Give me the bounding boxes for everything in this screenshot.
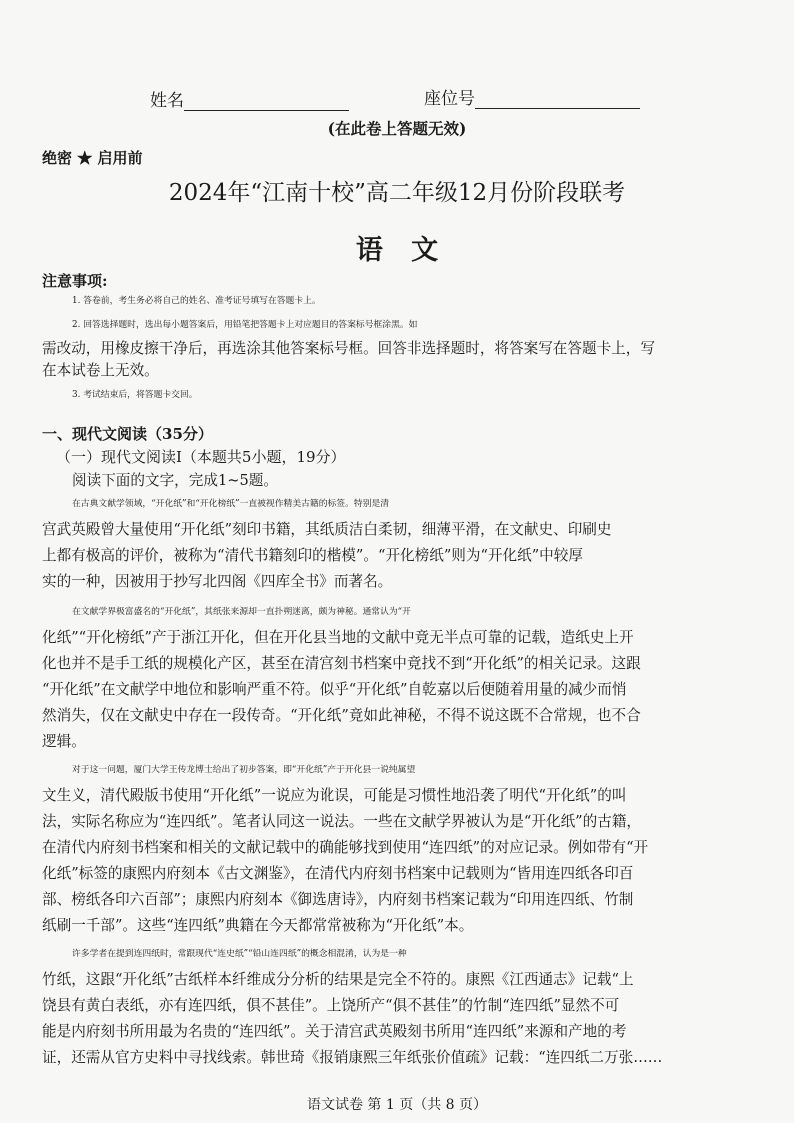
seat-blank <box>475 90 640 109</box>
notice-line: 在本试卷上无效。 <box>42 362 159 379</box>
passage-line: 上都有极高的评价，被称为“清代书籍刻印的楷模”。“开化榜纸”则为“开化纸”中较厚 <box>42 547 583 564</box>
subject-title: 语 文 <box>355 235 439 266</box>
notice-heading: 注意事项: <box>42 272 108 290</box>
secret-mark: 绝密 ★ 启用前 <box>42 149 143 167</box>
section-heading: 一、现代文阅读（35分） <box>42 425 213 443</box>
seat-field <box>424 84 640 109</box>
passage-line: 部、榜纸各印六百部”；康熙内府刻本《御选唐诗》，内府刻书档案记载为“印用连四纸、竹制 <box>42 891 634 908</box>
passage-line: 在文献学界极富盛名的“开化纸”，其纸张来源却一直扑朔迷离，颇为神秘。通常认为“开 <box>72 607 411 617</box>
passage-line: 文生义，清代殿版书使用“开化纸”一说应为讹误，可能是习惯性地沿袭了明代“开化纸”的叫 <box>42 787 627 804</box>
name-label: 姓名 <box>150 91 184 111</box>
passage-line: 纸刷一千部”。这些“连四纸”典籍在今天都常常被称为“开化纸”本。 <box>42 917 474 934</box>
passage-line: 法，实际名称应为“连四纸”。笔者认同这一说法。一些在文献学界被认为是“开化纸”的古籍， <box>42 813 642 830</box>
passage-line: “开化纸”在文献学中地位和影响严重不符。似乎“开化纸”自乾嘉以后便随着用量的减少而悄 <box>42 681 627 698</box>
seat-label: 座位号 <box>424 89 475 109</box>
page-footer: 语文试卷 第 1 页（共 8 页） <box>306 1097 488 1113</box>
invalid-note: (在此卷上答题无效) <box>327 119 467 138</box>
exam-title: 2024年“江南十校”高二年级12月份阶段联考 <box>168 180 626 206</box>
passage-line: 能是内府刻书所用最为名贵的“连四纸”。关于清宫武英殿刻书所用“连四纸”来源和产地的考 <box>42 1023 627 1040</box>
notice-line: 1. 答卷前，考生务必将自己的姓名、准考证号填写在答题卡上。 <box>72 296 321 306</box>
name-field <box>150 86 349 111</box>
passage-line: 在清代内府刻书档案和相关的文献记载中的确能够找到使用“连四纸”的对应记录。例如带有“开 <box>42 839 649 856</box>
passage-line: 化纸”“开化榜纸”产于浙江开化，但在开化县当地的文献中竟无半点可靠的记载，造纸史上开 <box>42 629 634 646</box>
notice-line: 需改动，用橡皮擦干净后，再选涂其他答案标号框。回答非选择题时，将答案写在答题卡上，写 <box>42 340 655 357</box>
notice-line: 3. 考试结束后，将答题卡交回。 <box>72 390 198 400</box>
section-instruction: 阅读下面的文字，完成1~5题。 <box>72 472 278 489</box>
passage-line: 然消失，仅在文献史中存在一段传奇。“开化纸”竟如此神秘，不得不说这既不合常规，也不合 <box>42 707 641 724</box>
name-blank <box>184 92 349 111</box>
passage-line: 宫武英殿曾大量使用“开化纸”刻印书籍，其纸质洁白柔韧，细薄平滑，在文献史、印刷史 <box>42 521 612 538</box>
passage-line: 证，还需从官方史料中寻找线索。韩世琦《报销康熙三年纸张价值疏》记载：“连四纸二万张…… <box>42 1049 663 1066</box>
passage-line: 实的一种，因被用于抄写北四阁《四库全书》而著名。 <box>42 573 393 590</box>
passage-line: 许多学者在提到连四纸时，常跟现代“连史纸”“铅山连四纸”的概念相混淆，认为是一种 <box>72 949 407 959</box>
notice-line: 2. 回答选择题时，选出每小题答案后，用铅笔把答题卡上对应题目的答案标号框涂黑。如 <box>72 320 418 330</box>
passage-line: 化也并不是手工纸的规模化产区，甚至在清宫刻书档案中竟找不到“开化纸”的相关记录。这跟 <box>42 655 641 672</box>
passage-line: 逻辑。 <box>42 733 86 750</box>
passage-line: 在古典文献学领域，“开化纸”和“开化榜纸”一直被视作精美古籍的标签。特别是清 <box>72 499 390 509</box>
section-subheading: （一）现代文阅读Ⅰ（本题共5小题，19分） <box>56 448 346 466</box>
passage-line: 饶县有黄白表纸，亦有连四纸，俱不甚佳”。上饶所产“俱不甚佳”的竹制“连四纸”显然不可 <box>42 997 620 1014</box>
passage-line: 化纸”标签的康熙内府刻本《古文渊鉴》，在清代内府刻书档案中记载则为“皆用连四纸各印百 <box>42 865 634 882</box>
passage-line: 对于这一问题，厦门大学王传龙博士给出了初步答案，即“开化纸”产于开化县一说纯属望 <box>72 765 416 775</box>
passage-line: 竹纸，这跟“开化纸”古纸样本纤维成分分析的结果是完全不符的。康熙《江西通志》记载“上 <box>42 971 634 988</box>
